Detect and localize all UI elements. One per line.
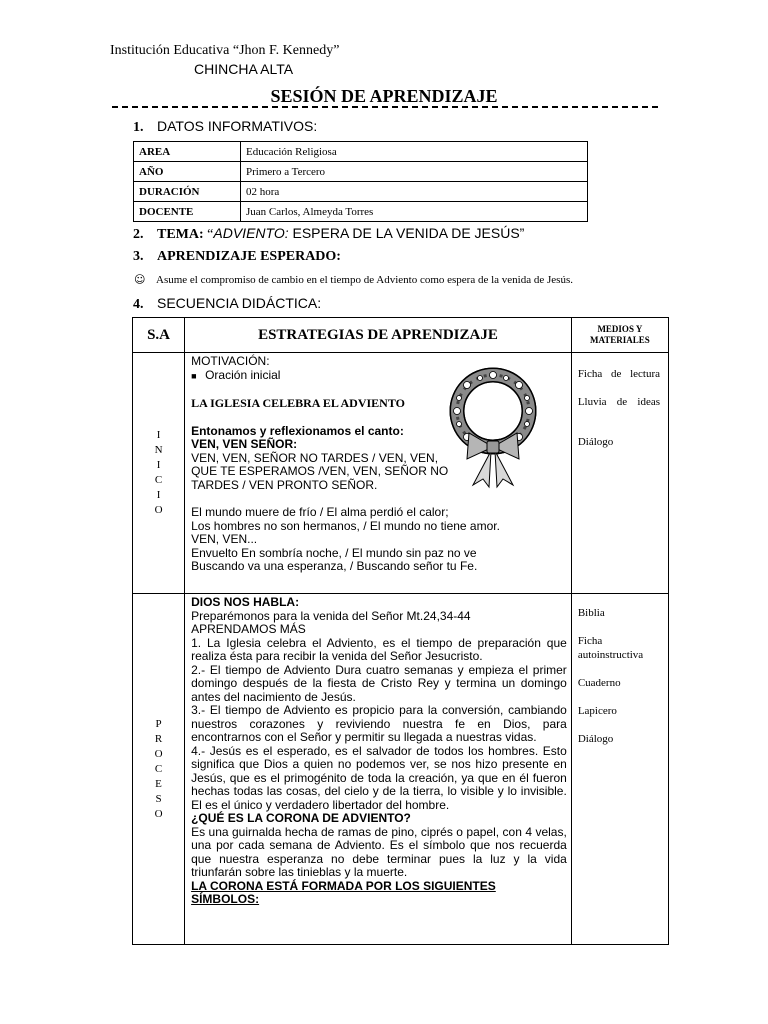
section-1-number: 1. (133, 120, 144, 135)
vertical-letter: I (156, 489, 161, 501)
lyrics-line: QUE TE ESPERAMOS /VEN, VEN, SEÑOR NO (191, 464, 449, 478)
prep-text: Preparémonos para la venida del Señor Mt.24,34-44 (191, 608, 471, 623)
section-3-number: 3. (133, 249, 144, 264)
point-1: 1. La Iglesia celebra el Adviento, es el tiempo de preparación que realiza ésta para recibir la venida del Señor Jesucristo. (191, 635, 567, 663)
info-row (134, 142, 588, 162)
inicio-row (133, 353, 669, 594)
header-media-line-2: MATERIALES (589, 335, 650, 345)
learning-outcome-text: Asume el compromiso de cambio en el tiempo de Adviento como espera de la venida de Jesús. (156, 274, 573, 286)
iglesia-heading: LA IGLESIA CELEBRA EL ADVIENTO (191, 396, 405, 410)
tema-open-quote: “ (203, 227, 214, 242)
header-sa: S.A (133, 318, 185, 353)
info-value: Educación Religiosa (241, 142, 588, 162)
proceso-strategies (185, 594, 572, 945)
info-value: 02 hora (241, 182, 588, 202)
media-item: Diálogo (577, 436, 614, 448)
vertical-letter: S (155, 792, 162, 805)
oracion-text: Oración inicial (205, 367, 281, 382)
info-value: Juan Carlos, Almeyda Torres (241, 202, 588, 222)
media-item: Lluvia de ideas (577, 396, 660, 408)
point-4: 4.- Jesús es el esperado, es el salvador de todos los hombres. Esto significa que Dios a quien no podemos ver, se nos hizo presente en Jesús, que es el primogénito de toda la creación, ya que en él fueron hechas todas las cosas, del cielo y de la tierra, lo visible y lo invisible. El es el único y verdadero libertador del hombre. (191, 743, 567, 812)
info-key: DURACIÓN (134, 182, 241, 202)
inicio-strategies (185, 353, 572, 594)
tema-topic-rest: ESPERA DE LA VENIDA DE JESÚS” (288, 225, 525, 241)
header-media (571, 318, 668, 353)
song-title: VEN, VEN SEÑOR: (191, 437, 298, 451)
media-item: Cuaderno (577, 677, 621, 689)
section-4-heading (133, 295, 321, 313)
corona-definition: Es una guirnalda hecha de ramas de pino, ciprés o papel, con 4 velas, una por cada semana de Adviento. Es el símbolo que nos recuerda que nuestra esperanza no debe terminar pues la luz y la vida triunfarán sobre las tinieblas y la muerte. (191, 824, 567, 879)
info-row (134, 182, 588, 202)
vertical-letter: O (154, 807, 163, 820)
media-item: Biblia (577, 607, 605, 619)
tema-label: TEMA: (157, 227, 204, 242)
vertical-letter: P (155, 717, 162, 730)
point-3: 3.- El tiempo de Adviento es propicio para la conversión, cambiando nuestros corazones y reviviendo nuestra fe en Dios, para encontrarnos con el Señor y permitir su llegada a nuestras vidas. (191, 703, 567, 744)
lyrics-line: TARDES / VEN PRONTO SEÑOR. (191, 477, 378, 492)
verse-line: Buscando va una esperanza, / Buscando señor tu Fe. (191, 559, 478, 573)
page-title: SESIÓN DE APRENDIZAJE (270, 86, 498, 106)
proceso-label (133, 594, 185, 945)
section-4-title: SECUENCIA DIDÁCTICA: (157, 295, 322, 311)
info-row (134, 162, 588, 182)
info-table (133, 141, 588, 222)
info-key: AÑO (134, 162, 241, 182)
proceso-media (571, 594, 668, 945)
header-media-line-1: MEDIOS Y (597, 324, 643, 334)
point-2: 2.- El tiempo de Adviento Dura cuatro semanas y empieza el primer domingo después de la fiesta de Cristo Rey y termina un domingo antes del nacimiento de Jesús. (191, 662, 567, 704)
section-2-number: 2. (133, 227, 144, 242)
title-divider (112, 106, 658, 108)
city-name: CHINCHA ALTA (194, 61, 294, 77)
lyrics-line: VEN, VEN, SEÑOR NO TARDES / VEN, VEN, (191, 450, 439, 465)
header-strategies: ESTRATEGIAS DE APRENDIZAJE (185, 318, 572, 353)
section-1-heading (133, 118, 317, 136)
dios-heading: DIOS NOS HABLA: (191, 595, 300, 609)
inicio-media (571, 353, 668, 594)
info-row (134, 202, 588, 222)
vertical-letter: I (156, 459, 161, 471)
corona-question: ¿QUÉ ES LA CORONA DE ADVIENTO? (191, 811, 411, 825)
verse-line: Los hombres no son hermanos, / El mundo no tiene amor. (191, 518, 500, 533)
didactic-sequence-table (132, 317, 669, 945)
verse-line: Envuelto En sombría noche, / El mundo sin paz no ve (191, 545, 477, 560)
vertical-letter: E (155, 777, 162, 790)
vertical-letter: R (154, 732, 163, 745)
media-item: Lapicero (577, 705, 617, 717)
table-header-row (133, 318, 669, 353)
section-1-title: DATOS INFORMATIVOS: (157, 118, 318, 134)
proceso-row (133, 594, 669, 945)
entonamos-text: Entonamos y reflexionamos el canto: (191, 423, 404, 438)
info-value: Primero a Tercero (241, 162, 588, 182)
vertical-letter: N (154, 444, 163, 456)
vertical-letter: I (156, 429, 161, 441)
advent-wreath-icon (439, 367, 559, 491)
vertical-letter: C (154, 762, 163, 775)
info-key: AREA (134, 142, 241, 162)
institution-name: Institución Educativa “Jhon F. Kennedy” (110, 43, 340, 58)
motivacion-label: MOTIVACIÓN: (191, 354, 270, 368)
vertical-letter: O (154, 504, 163, 516)
vertical-letter: C (154, 474, 163, 486)
vertical-letter: O (154, 747, 163, 760)
section-2-heading (133, 225, 524, 243)
media-item: Ficha de lectura (577, 368, 660, 380)
learning-outcome (134, 273, 573, 286)
media-item: Ficha autoinstructiva (577, 635, 644, 661)
corona-symbols-heading: LA CORONA ESTÁ FORMADA POR LOS SIGUIENTES SÍMBOLOS: (191, 878, 496, 906)
info-key: DOCENTE (134, 202, 241, 222)
aprendamos-heading: APRENDAMOS MÁS (191, 622, 306, 636)
section-3-title: APRENDIZAJE ESPERADO: (157, 249, 341, 264)
verse-line: El mundo muere de frío / El alma perdió el calor; (191, 505, 449, 519)
media-item: Diálogo (577, 733, 614, 745)
section-3-heading (133, 249, 341, 265)
verse-line: VEN, VEN... (191, 532, 258, 546)
tema-topic-italic: ADVIENTO: (213, 225, 289, 241)
section-4-number: 4. (133, 297, 144, 312)
inicio-label (133, 353, 185, 594)
smiley-icon: ☺ (134, 273, 146, 286)
square-bullet-icon: ■ (191, 370, 197, 381)
